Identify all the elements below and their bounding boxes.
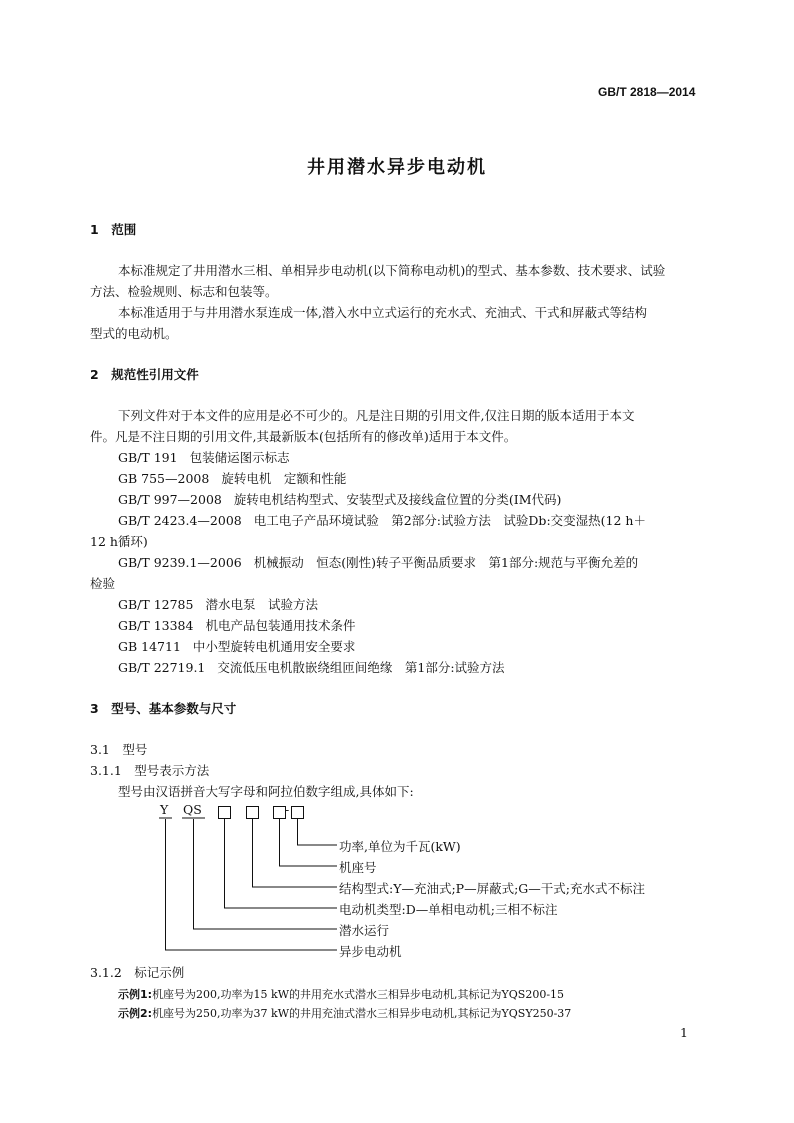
standard-number: GB/T 2818—2014 (598, 85, 696, 99)
subsection-3-1-1-heading: 3.1.1 型号表示方法 (90, 763, 210, 778)
example-2 (118, 1005, 571, 1021)
reference-code: GB/T 191 (118, 450, 178, 465)
code-label-frame: 机座号 (339, 860, 377, 875)
reference-title: 潜水电泵 试验方法 (205, 597, 318, 612)
sec1-paragraph-2-line-2: 型式的电动机。 (90, 326, 178, 341)
code-label-submersible: 潜水运行 (339, 923, 390, 938)
reference-title: 机械振动 恒态(刚性)转子平衡品质要求 第1部分:规范与平衡允差的 (253, 555, 639, 570)
placeholder-box-type (219, 807, 231, 819)
leader-type (225, 819, 338, 908)
reference-code: GB 14711 (118, 639, 181, 654)
reference-title: 检验 (90, 576, 116, 591)
model-description: 型号由汉语拼音大写字母和阿拉伯数字组成,具体如下: (118, 784, 414, 799)
reference-title: 机电产品包装通用技术条件 (205, 618, 356, 633)
placeholder-box-power (292, 807, 304, 819)
code-label-structure: 结构型式:Y—充油式;P—屏蔽式;G—干式;充水式不标注 (339, 881, 645, 896)
example-text: 机座号为200,功率为15 kW的井用充水式潜水三相异步电动机,其标记为YQS200-15 (152, 988, 565, 1001)
leader-submersible (194, 819, 338, 929)
sec1-paragraph-2-line-1: 本标准适用于与井用潜水泵连成一体,潜入水中立式运行的充水式、充油式、干式和屏蔽式等结构 (118, 305, 647, 320)
reference-title: 交流低压电机散嵌绕组匝间绝缘 第1部分:试验方法 (217, 660, 505, 675)
leader-structure (253, 819, 338, 887)
code-letter-y: Y (160, 802, 169, 817)
reference-code: GB/T 22719.1 (118, 660, 206, 675)
sec2-intro-line-2: 件。凡是不注日期的引用文件,其最新版本(包括所有的修改单)适用于本文件。 (90, 429, 517, 444)
page-title: 井用潜水异步电动机 (307, 157, 487, 178)
reference-code: GB/T 13384 (118, 618, 194, 633)
sec2-intro-line-1: 下列文件对于本文件的应用是必不可少的。凡是注日期的引用文件,仅注日期的版本适用于本文 (118, 408, 635, 423)
example-1 (118, 986, 564, 1002)
reference-title: 中小型旋转电机通用安全要求 (192, 639, 356, 654)
reference-code: GB 755—2008 (118, 471, 210, 486)
leader-frame (280, 819, 338, 866)
placeholder-box-frame (274, 807, 286, 819)
reference-title: 12 h循环) (90, 534, 148, 549)
reference-title: 电工电子产品环境试验 第2部分:试验方法 试验Db:交变湿热(12 h＋ (253, 513, 646, 528)
section-1-heading: 1 范围 (90, 222, 137, 237)
sec1-paragraph-1-line-1: 本标准规定了井用潜水三相、单相异步电动机(以下简称电动机)的型式、基本参数、技术要求、试验 (118, 263, 666, 278)
reference-code: GB/T 2423.4—2008 (118, 513, 242, 528)
reference-title: 包装储运图示标志 (189, 450, 290, 465)
subsection-3-1-2-heading: 3.1.2 标记示例 (90, 965, 185, 980)
page-number: 1 (680, 1025, 688, 1040)
leader-power (298, 819, 338, 845)
code-label-power: 功率,单位为千瓦(kW) (339, 839, 461, 854)
reference-code: GB/T 9239.1—2006 (118, 555, 242, 570)
code-label-async: 异步电动机 (339, 944, 402, 959)
placeholder-box-structure (247, 807, 259, 819)
section-3-heading: 3 型号、基本参数与尺寸 (90, 701, 237, 716)
section-2-heading: 2 规范性引用文件 (90, 367, 199, 382)
subsection-3-1-heading: 3.1 型号 (90, 742, 148, 757)
code-label-motor-type: 电动机类型:D—单相电动机;三相不标注 (339, 902, 558, 917)
sec1-paragraph-1-line-2: 方法、检验规则、标志和包装等。 (90, 284, 278, 299)
example-label: 示例2: (118, 1007, 153, 1020)
reference-code: GB/T 997—2008 (118, 492, 222, 507)
example-text: 机座号为250,功率为37 kW的井用充油式潜水三相异步电动机,其标记为YQSY250-37 (152, 1007, 572, 1020)
reference-title: 旋转电机结构型式、安装型式及接线盒位置的分类(IM代码) (233, 492, 562, 507)
reference-title: 旋转电机 定额和性能 (221, 471, 347, 486)
example-label: 示例1: (118, 988, 153, 1001)
code-letter-qs: QS (183, 802, 202, 817)
code-hyphen: - (285, 802, 290, 817)
leader-async (166, 819, 338, 950)
reference-code: GB/T 12785 (118, 597, 194, 612)
